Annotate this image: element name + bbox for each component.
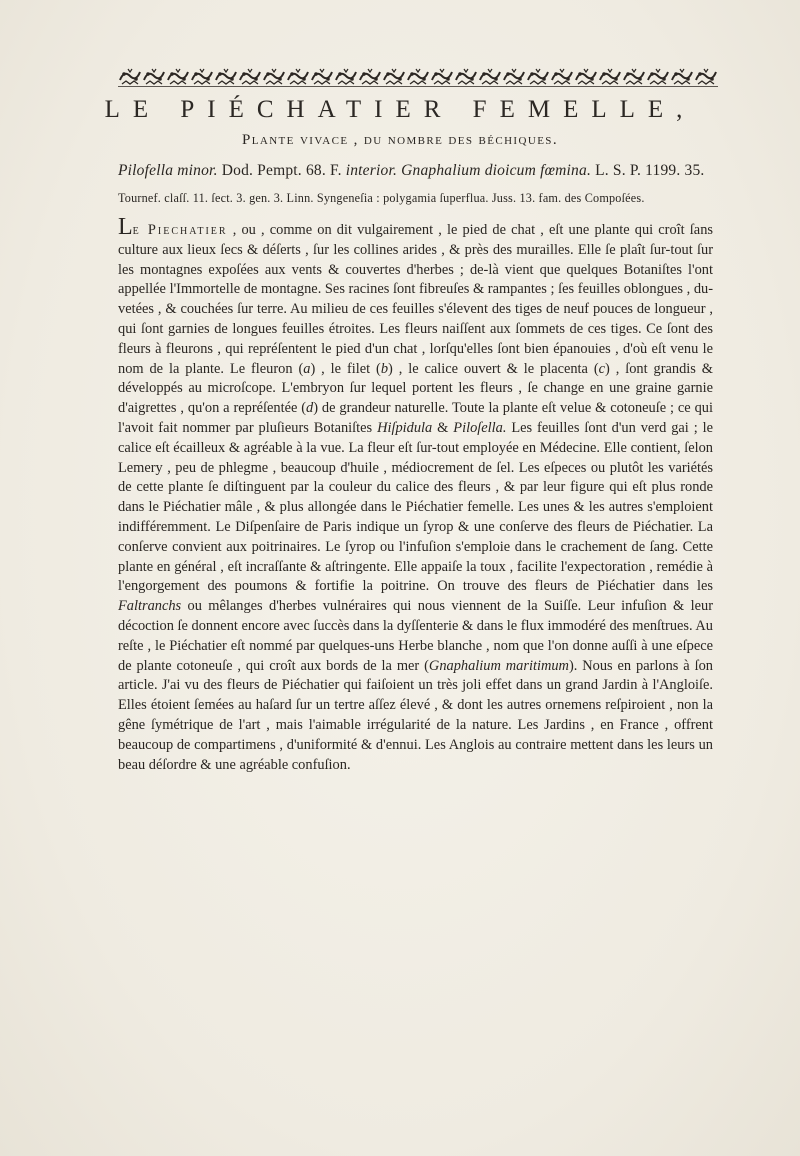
text-run: & <box>432 419 454 436</box>
synonym-line <box>118 162 718 180</box>
italic-name-gnaphalium-maritimum: Gnaphalium maritimum <box>428 657 569 674</box>
page-subtitle: Plante vivace , du nombre des béchiques. <box>242 132 558 148</box>
synonym-ref-2: L. S. P. 1199. 35. <box>591 162 705 179</box>
text-run: ). Nous en parlons à ſon article. J'ai vu des fleurs de Piéchatier qui faiſoient un très joli effet dans un grand Jardin à l'Angloiſe. Elles étoient ſemées au haſard ſur un tertre aſſez élevé , & dont les autres ornemens reſpiroient , non la gêne ſymétrique de l'art , mais l'aimable irrégularité de la nature. Les Jardins , en France , offrent beaucoup de compartimens , d'uniformité & d'ennui. Les Anglois au contraire mettent dans les leurs un beau déſordre & une agréable confuſion. <box>118 657 713 773</box>
figure-letter-a: a <box>303 360 311 377</box>
classification-line: Tournef. claſſ. 11. ſect. 3. gen. 3. Linn. Syngeneſia : polygamia ſuperflua. Juss. 13. fam. des Compoſées. <box>118 191 645 205</box>
text-run: ) , le filet ( <box>310 360 381 377</box>
synonym-ref-1: Dod. Pempt. 68. F. <box>217 162 346 179</box>
ornament-icon <box>118 66 718 88</box>
italic-name-hispidula: Hiſpidula <box>377 419 433 436</box>
text-run: ) de grandeur naturelle. Toute la plante eſt velue & cotoneuſe ; ce qui l'avoit fait nommer par pluſieurs Botaniſtes <box>118 400 713 436</box>
figure-letter-c: c <box>598 360 606 377</box>
text-run: ) , le calice ouvert & le placenta ( <box>388 360 599 377</box>
page-title: LE PIÉCHATIER FEMELLE, <box>104 96 696 123</box>
text-run: ) , ſont grandis & développés au microſcope. L'embryon ſur lequel portent les fleurs , ſe change en une graine garnie d'aigrettes , qu'on a repréſentée ( <box>118 360 713 417</box>
figure-letter-b: b <box>380 360 389 377</box>
italic-name-pilosella: Piloſella. <box>453 419 507 436</box>
figure-letter-d: d <box>306 400 314 417</box>
synonym-latin-1: Pilofella minor. <box>118 162 218 179</box>
plant-name-opening: e Piechatier <box>132 222 228 238</box>
ornamental-border <box>118 66 718 88</box>
body-paragraph <box>118 214 714 775</box>
synonym-latin-2: interior. Gnaphalium dioicum fœmina. <box>345 162 592 179</box>
text-run: Les feuilles ſont d'un verd gai ; le calice eſt écailleux & agréable à la vue. La fleur eſt ſur-tout employée en Médecine. Elle contient, ſelon Lemery , peu de phlegme , beaucoup d'huile , médiocrement de ſel. Les eſpeces ou plutôt les variétés de cette plante ſe diſtinguent par la couleur du calice des fleurs , & par leur figure qui eſt plus ronde dans le Piéchatier mâle , & plus allongée dans le Piéchatier femelle. Les unes & les autres s'emploient indifféremment. Le Diſpenſaire de Paris indique un ſyrop & une conſerve des fleurs de Piéchatier. La conſerve convient aux poitrinaires. Le ſyrop ou l'infuſion s'emploie dans le crachement de ſang. Cette plante en général , eſt incraſſante & aſtringente. Elle appaiſe la toux , facilite l'expectoration , remédie à l'engorgement des poumons & fortifie la poitrine. On trouve des fleurs de Piéchatier dans les <box>118 419 713 595</box>
text-run: , ou , comme on dit vulgairement , le pied de chat , eſt une plante qui croît ſans culture aux lieux ſecs & déſerts , ſur les collines arides , & près des murailles. Elle ſe plaît ſur-tout ſur les montagnes expoſées aux vents & couvertes d'herbes ; de-là vient que quelques Botaniſtes l'ont appellée l'Immortelle de montagne. Ses racines ſont fibreuſes & rampantes ; ſes feuilles oblongues , du-vetées , & couchées ſur terre. Au milieu de ces feuilles s'élevent des tiges de neuf pouces de longueur , qui ſont garnies de longues feuilles étroites. Les fleurs naiſſent aux ſommets de ces tiges. Ce ſont des fleurs à fleurons , qui repréſentent le pied d'un chat , lorſqu'elles ſont bien épanouies , d'où eſt venu le nom de la plante. Le fleuron ( <box>118 222 713 377</box>
italic-name-faltranchs: Faltranchs <box>118 598 182 615</box>
drop-cap: L <box>118 214 133 240</box>
text-run: ou mêlanges d'herbes vulnéraires qui nous viennent de la Suiſſe. Leur infuſion & leur décoction ſe donnent encore avec ſuccès dans la dyſſenterie & dans le flux immodéré des menſtrues. Au reſte , le Piéchatier eſt nommé par quelques-uns Herbe blanche , nom que l'on donne auſſi à une eſpece de plante cotoneuſe , qui croît aux bords de la mer ( <box>118 598 714 674</box>
